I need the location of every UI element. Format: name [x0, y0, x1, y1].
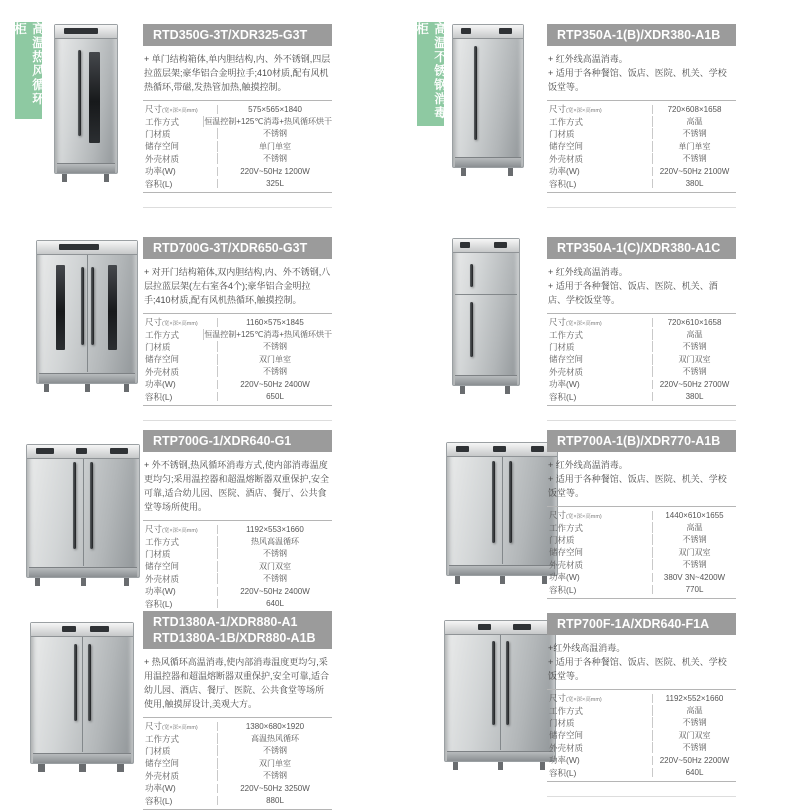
spec-row: [547, 328, 736, 340]
spec-label: 门材质: [145, 341, 171, 352]
spec-label: 工作方式: [145, 536, 180, 547]
spec-value: 不锈钢: [217, 770, 332, 781]
spec-value: 380L: [652, 179, 736, 188]
spec-row: [547, 316, 736, 328]
spec-label: 容积(L): [549, 391, 577, 402]
spec-label: 外壳材质: [549, 366, 584, 377]
spec-value: 双门双室: [652, 730, 736, 741]
spec-row: [547, 115, 736, 127]
product-card: [547, 613, 736, 797]
model-header: [547, 613, 736, 635]
spec-value: 高温: [652, 705, 736, 716]
spec-value: 650L: [217, 392, 332, 401]
spec-row: [143, 573, 332, 585]
block-separator: [547, 420, 736, 421]
model-text: RTP350A-1(B)/XDR380-A1B: [557, 28, 721, 42]
spec-row: [547, 729, 736, 741]
spec-row: [143, 597, 332, 609]
spec-row: [143, 523, 332, 535]
spec-value: 1440×610×1655: [652, 511, 736, 520]
spec-label: 功率(W): [145, 783, 176, 794]
spec-row: [143, 341, 332, 353]
spec-value: 不锈钢: [217, 153, 332, 164]
spec-value: 220V~50Hz 2400W: [217, 587, 332, 596]
spec-value: 双门单室: [217, 758, 332, 769]
product-description: [548, 52, 735, 94]
spec-label: 储存空间: [549, 547, 584, 558]
spec-value: 双门双室: [652, 354, 736, 365]
spec-label: 容积(L): [145, 795, 173, 806]
spec-value: 恒温控制+125℃消毒+热风循环烘干: [204, 117, 332, 127]
cabinet-photo-8: [444, 620, 556, 770]
spec-value: 双门双室: [217, 561, 332, 572]
spec-row: [143, 115, 332, 127]
desc-line: + 红外线高温消毒。: [548, 460, 628, 470]
spec-label: 外壳材质: [145, 573, 180, 584]
spec-label: 工作方式: [549, 522, 584, 533]
product-description: [548, 458, 735, 500]
spec-label: 工作方式: [549, 329, 584, 340]
spec-value: 不锈钢: [652, 153, 736, 164]
spec-label: 工作方式: [145, 329, 180, 340]
spec-value: 不锈钢: [652, 717, 736, 728]
product-description: [548, 641, 735, 683]
desc-line: + 外不锈钢,热风循环消毒方式,使内部消毒温度更均匀;采用温控器和超温熔断器双重保护,安全可靠,适合幼儿园、医院、酒店、餐厅、公共食堂等场所使用。: [144, 460, 330, 512]
spec-label: 尺寸(宽×深×高mm): [549, 104, 602, 115]
desc-line: + 单门结构箱体,单内胆结构,内、外不锈钢,四层拉蓝层架;豪华铝合金明拉手;410材质,配有风机热循环,带磁,发热管加热,触摸控制。: [144, 54, 331, 92]
spec-row: [143, 794, 332, 806]
spec-row: [143, 535, 332, 547]
spec-row: [143, 316, 332, 328]
spec-value: 不锈钢: [217, 128, 332, 139]
spec-label: 容积(L): [549, 178, 577, 189]
spec-value: 不锈钢: [217, 573, 332, 584]
spec-row: [547, 378, 736, 390]
spec-value: 不锈钢: [652, 128, 736, 139]
section-tab-hot-air: [12, 22, 45, 119]
spec-label: 容积(L): [145, 598, 173, 609]
model-header: [547, 24, 736, 46]
product-card: [143, 24, 332, 208]
spec-row: [547, 103, 736, 115]
spec-value: 高温: [652, 329, 736, 340]
spec-label: 储存空间: [145, 758, 180, 769]
spec-value: 单门单室: [652, 141, 736, 152]
model-header: [143, 237, 332, 259]
cabinet-photo-7: [446, 442, 558, 584]
spec-row: [547, 704, 736, 716]
spec-value: 双门双室: [652, 547, 736, 558]
spec-row: [143, 353, 332, 365]
spec-label: 储存空间: [549, 354, 584, 365]
spec-value: 380L: [652, 392, 736, 401]
spec-value: 不锈钢: [652, 559, 736, 570]
product-description: [548, 265, 735, 307]
spec-row: [547, 341, 736, 353]
model-header: [547, 237, 736, 259]
spec-value: 不锈钢: [217, 366, 332, 377]
spec-value: 1192×553×1660: [217, 525, 332, 534]
spec-value: 不锈钢: [217, 745, 332, 756]
model-header: [143, 24, 332, 46]
spec-value: 220V~50Hz 2700W: [652, 380, 736, 389]
spec-label: 工作方式: [145, 733, 180, 744]
product-card: [143, 611, 332, 810]
model-header: [143, 430, 332, 452]
spec-row: [143, 140, 332, 152]
spec-value: 不锈钢: [217, 341, 332, 352]
section-tab-label: 高温不锈钢消毒柜: [414, 22, 447, 120]
spec-table: [143, 520, 332, 613]
spec-row: [547, 509, 736, 521]
spec-row: [547, 717, 736, 729]
spec-label: 功率(W): [145, 586, 176, 597]
spec-value: 380V 3N~4200W: [652, 573, 736, 582]
model-text-2: RTD1380A-1B/XDR880-A1B: [153, 631, 316, 645]
spec-row: [547, 546, 736, 558]
desc-line: + 适用于各种餐馆、饭店、医院、机关、学校饭堂等。: [548, 68, 727, 92]
spec-label: 工作方式: [145, 116, 180, 127]
model-header: [143, 611, 332, 649]
model-text: RTP700F-1A/XDR640-F1A: [557, 617, 710, 631]
spec-row: [547, 583, 736, 595]
spec-label: 储存空间: [145, 354, 180, 365]
spec-label: 储存空间: [145, 561, 180, 572]
desc-line: + 热风循环高温消毒,使内部消毒温度更均匀,采用温控器和超温熔断器双重保护,安全可靠,适合幼儿园、酒店、餐厅、医院、公共食堂等场所使用,触摸屏设计,美观大方。: [144, 657, 330, 709]
spec-value: 880L: [217, 796, 332, 805]
spec-label: 功率(W): [549, 755, 580, 766]
spec-value: 720×608×1658: [652, 105, 736, 114]
spec-label: 储存空间: [549, 141, 584, 152]
spec-label: 门材质: [145, 128, 171, 139]
cabinet-photo-3: [26, 444, 140, 586]
spec-row: [547, 521, 736, 533]
spec-table: [143, 717, 332, 810]
spec-label: 外壳材质: [145, 153, 180, 164]
spec-row: [143, 366, 332, 378]
spec-value: 不锈钢: [652, 534, 736, 545]
cabinet-photo-6: [452, 238, 520, 394]
spec-row: [547, 140, 736, 152]
spec-row: [143, 732, 332, 744]
spec-label: 门材质: [145, 745, 171, 756]
spec-label: 尺寸(宽×深×高mm): [145, 524, 198, 535]
block-separator: [547, 796, 736, 797]
spec-label: 门材质: [549, 534, 575, 545]
spec-row: [143, 548, 332, 560]
spec-value: 220V~50Hz 2200W: [652, 756, 736, 765]
spec-row: [143, 560, 332, 572]
spec-label: 尺寸(宽×深×高mm): [145, 317, 198, 328]
spec-table: [547, 100, 736, 193]
spec-label: 尺寸(宽×深×高mm): [549, 317, 602, 328]
spec-value: 不锈钢: [652, 366, 736, 377]
spec-label: 外壳材质: [549, 559, 584, 570]
spec-table: [547, 689, 736, 782]
spec-value: 高温热风循环: [217, 733, 332, 744]
model-text: RTD1380A-1/XDR880-A1: [153, 615, 298, 629]
spec-label: 外壳材质: [145, 770, 180, 781]
spec-label: 功率(W): [145, 379, 176, 390]
spec-row: [547, 177, 736, 189]
spec-row: [547, 754, 736, 766]
model-header: [547, 430, 736, 452]
spec-row: [143, 745, 332, 757]
spec-value: 热风高温循环: [217, 536, 332, 547]
spec-row: [547, 153, 736, 165]
product-description: [144, 458, 331, 514]
product-card: [143, 430, 332, 628]
spec-row: [547, 390, 736, 402]
cabinet-photo-1: [54, 24, 118, 182]
spec-label: 功率(W): [549, 379, 580, 390]
spec-label: 尺寸(宽×深×高mm): [145, 104, 198, 115]
desc-line: + 适用于各种餐馆、饭店、医院、机关、酒店、学校饭堂等。: [548, 281, 718, 305]
spec-value: 高温: [652, 116, 736, 127]
spec-row: [143, 328, 332, 340]
spec-row: [143, 378, 332, 390]
spec-value: 220V~50Hz 2100W: [652, 167, 736, 176]
spec-label: 外壳材质: [549, 742, 584, 753]
cabinet-photo-2: [36, 240, 138, 392]
desc-line: +红外线高温消毒。: [548, 643, 626, 653]
spec-value: 220V~50Hz 2400W: [217, 380, 332, 389]
spec-value: 不锈钢: [652, 742, 736, 753]
spec-label: 门材质: [549, 341, 575, 352]
spec-row: [547, 742, 736, 754]
spec-value: 720×610×1658: [652, 318, 736, 327]
desc-line: + 红外线高温消毒。: [548, 267, 628, 277]
spec-label: 容积(L): [549, 584, 577, 595]
spec-value: 640L: [217, 599, 332, 608]
spec-row: [143, 390, 332, 402]
spec-value: 单门单室: [217, 141, 332, 152]
spec-label: 门材质: [145, 548, 171, 559]
model-text: RTP700A-1(B)/XDR770-A1B: [557, 434, 721, 448]
spec-row: [547, 571, 736, 583]
block-separator: [547, 207, 736, 208]
spec-value: 1160×575×1845: [217, 318, 332, 327]
spec-label: 门材质: [549, 717, 575, 728]
spec-label: 尺寸(宽×深×高mm): [145, 721, 198, 732]
cabinet-photo-5: [452, 24, 524, 176]
spec-value: 高温: [652, 522, 736, 533]
spec-label: 功率(W): [549, 166, 580, 177]
spec-label: 储存空间: [549, 730, 584, 741]
spec-row: [547, 559, 736, 571]
desc-line: + 对开门结构箱体,双内胆结构,内、外不锈钢,八层拉蓝层架(左右室各4个);豪华铝合金明拉手;410材质,配有风机热循环,触摸控制。: [144, 267, 331, 305]
spec-label: 外壳材质: [549, 153, 584, 164]
spec-row: [143, 153, 332, 165]
spec-row: [143, 177, 332, 189]
spec-row: [143, 165, 332, 177]
spec-row: [143, 757, 332, 769]
spec-value: 220V~50Hz 3250W: [217, 784, 332, 793]
spec-row: [547, 128, 736, 140]
spec-row: [547, 534, 736, 546]
spec-row: [547, 366, 736, 378]
spec-label: 容积(L): [549, 767, 577, 778]
spec-label: 容积(L): [145, 178, 173, 189]
spec-label: 工作方式: [549, 705, 584, 716]
product-card: [547, 237, 736, 421]
spec-label: 外壳材质: [145, 366, 180, 377]
section-tab-stainless: [414, 22, 447, 126]
spec-label: 容积(L): [145, 391, 173, 402]
spec-value: 双门单室: [217, 354, 332, 365]
spec-label: 工作方式: [549, 116, 584, 127]
spec-row: [143, 770, 332, 782]
product-card: [547, 430, 736, 614]
spec-value: 220V~50Hz 1200W: [217, 167, 332, 176]
block-separator: [143, 207, 332, 208]
spec-label: 功率(W): [549, 572, 580, 583]
spec-row: [547, 692, 736, 704]
spec-table: [547, 313, 736, 406]
spec-label: 尺寸(宽×深×高mm): [549, 510, 602, 521]
desc-line: + 适用于各种餐馆、饭店、医院、机关、学校饭堂等。: [548, 657, 727, 681]
spec-value: 575×565×1840: [217, 105, 332, 114]
spec-row: [547, 766, 736, 778]
spec-label: 尺寸(宽×深×高mm): [549, 693, 602, 704]
spec-table: [143, 313, 332, 406]
spec-value: 不锈钢: [652, 341, 736, 352]
spec-label: 储存空间: [145, 141, 180, 152]
block-separator: [143, 420, 332, 421]
spec-value: 1380×680×1920: [217, 722, 332, 731]
desc-line: + 适用于各种餐馆、饭店、医院、机关、学校饭堂等。: [548, 474, 727, 498]
spec-table: [143, 100, 332, 193]
spec-value: 640L: [652, 768, 736, 777]
section-tab-label: 高温热风循环柜: [12, 22, 45, 106]
spec-value: 1192×552×1660: [652, 694, 736, 703]
model-text: RTD350G-3T/XDR325-G3T: [153, 28, 308, 42]
spec-row: [547, 165, 736, 177]
spec-row: [143, 585, 332, 597]
cabinet-photo-4: [30, 622, 134, 772]
model-text: RTP700G-1/XDR640-G1: [153, 434, 292, 448]
spec-table: [547, 506, 736, 599]
product-description: [144, 52, 331, 94]
spec-value: 770L: [652, 585, 736, 594]
spec-value: 恒温控制+125℃消毒+热风循环烘干: [204, 330, 332, 340]
desc-line: + 红外线高温消毒。: [548, 54, 628, 64]
model-text: RTD700G-3T/XDR650-G3T: [153, 241, 308, 255]
spec-row: [143, 720, 332, 732]
spec-label: 功率(W): [145, 166, 176, 177]
spec-row: [143, 782, 332, 794]
product-card: [143, 237, 332, 421]
spec-row: [143, 103, 332, 115]
spec-row: [143, 128, 332, 140]
spec-label: 门材质: [549, 128, 575, 139]
product-description: [144, 655, 331, 711]
model-text: RTP350A-1(C)/XDR380-A1C: [557, 241, 721, 255]
spec-value: 不锈钢: [217, 548, 332, 559]
product-card: [547, 24, 736, 208]
product-description: [144, 265, 331, 307]
spec-row: [547, 353, 736, 365]
spec-value: 325L: [217, 179, 332, 188]
